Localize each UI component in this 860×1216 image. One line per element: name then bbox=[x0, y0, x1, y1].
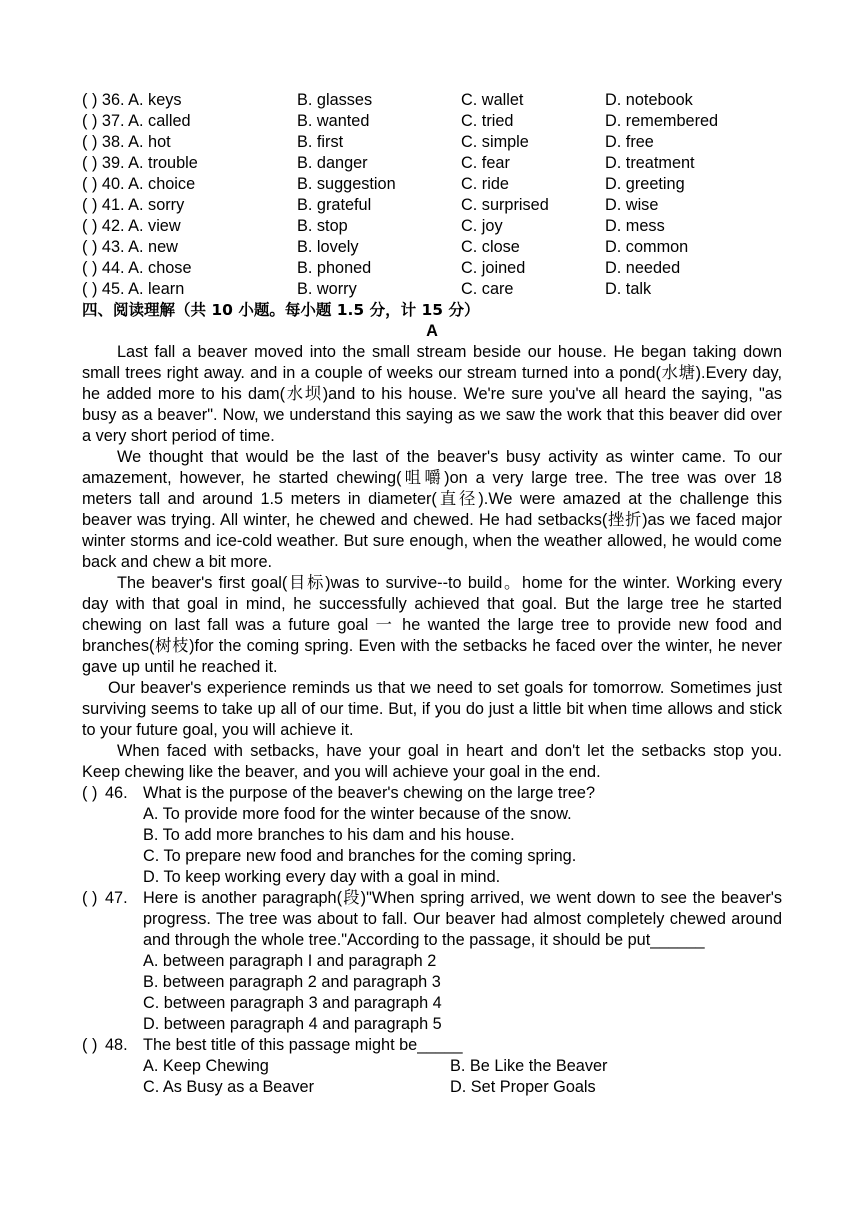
question-number-option-a: ( ) 41. A. sorry bbox=[82, 196, 185, 214]
option-c: C. To prepare new food and branches for the coming spring. bbox=[143, 847, 577, 865]
option-c: C. joy bbox=[461, 217, 503, 235]
option-d: D. To keep working every day with a goal in mind. bbox=[143, 868, 501, 886]
question-46 bbox=[82, 783, 782, 888]
question-number-option-a: ( ) 36. A. keys bbox=[82, 91, 182, 109]
question-number: 48. bbox=[105, 1036, 128, 1054]
question-stem: The best title of this passage might be_____ bbox=[143, 1036, 463, 1054]
paragraph-5: When faced with setbacks, have your goal in heart and don't let the setbacks stop you. Keep chewing like the beaver, and you will achieve your goal in the end. bbox=[82, 742, 782, 781]
option-b: B. wanted bbox=[297, 112, 370, 130]
option-d: D. remembered bbox=[605, 112, 719, 130]
option-c: C. joined bbox=[461, 259, 526, 277]
question-number: 46. bbox=[105, 784, 128, 802]
cloze-options bbox=[82, 90, 782, 300]
option-d: D. needed bbox=[605, 259, 681, 277]
question-number-option-a: ( ) 43. A. new bbox=[82, 238, 178, 256]
cloze-row bbox=[82, 132, 782, 153]
paragraph-1: Last fall a beaver moved into the small stream beside our house. He began taking down small trees right away. and in a couple of weeks our stream turned into a pond(水塘).Every day, he added more to his dam(水坝)and to his house. We're sure you've all heard the saying, "as busy as a beaver". Now, we understand this saying as we saw the work that this beaver did over a very short period of time. bbox=[82, 343, 782, 445]
cloze-row bbox=[82, 195, 782, 216]
cloze-row bbox=[82, 216, 782, 237]
option-b: B. worry bbox=[297, 280, 357, 298]
option-c: C. surprised bbox=[461, 196, 549, 214]
option-d: D. mess bbox=[605, 217, 665, 235]
option-b: B. grateful bbox=[297, 196, 372, 214]
option-b: B. Be Like the Beaver bbox=[450, 1057, 608, 1075]
question-number-option-a: ( ) 42. A. view bbox=[82, 217, 181, 235]
question-number-option-a: ( ) 38. A. hot bbox=[82, 133, 171, 151]
option-b: B. glasses bbox=[297, 91, 373, 109]
question-stem: What is the purpose of the beaver's chewing on the large tree? bbox=[143, 784, 596, 802]
section-heading: 四、阅读理解（共 10 小题。每小题 1.5 分，计 15 分） bbox=[82, 301, 480, 319]
option-c: C. care bbox=[461, 280, 514, 298]
paragraph-2: We thought that would be the last of the beaver's busy activity as winter came. To our amazement, however, he started chewing(咀嚼)on a very large tree. The tree was over 18 meters tall and around 1.5 meters in diameter(直径).We were amazed at the challenge this beaver was trying. All winter, he chewed and chewed. He had setbacks(挫折)as we faced major winter storms and ice-cold weather. But sure enough, when the weather allowed, he would come back and chew a bit more. bbox=[82, 448, 782, 571]
option-b: B. To add more branches to his dam and his house. bbox=[143, 826, 515, 844]
option-d: D. treatment bbox=[605, 154, 695, 172]
option-a: A. Keep Chewing bbox=[143, 1057, 269, 1075]
cloze-row bbox=[82, 174, 782, 195]
passage-label: A bbox=[426, 322, 438, 340]
option-b: B. phoned bbox=[297, 259, 372, 277]
option-d: D. wise bbox=[605, 196, 659, 214]
option-d: D. notebook bbox=[605, 91, 693, 109]
paragraph-3: The beaver's first goal(目标)was to survive--to build。home for the winter. Working every day with that goal in mind, he successfully achieved that goal. But the large tree he started chewing on last fall was a future goal 一 he wanted the large tree to provide new food and branches(树枝)for the coming spring. Even with the setbacks he faced over the winter, he never gave up until he reached it. bbox=[82, 574, 782, 676]
options-row-2 bbox=[143, 1077, 782, 1098]
option-c: C. simple bbox=[461, 133, 529, 151]
answer-blank[interactable]: ( ) bbox=[82, 889, 98, 907]
paragraph-4: Our beaver's experience reminds us that we need to set goals for tomorrow. Sometimes just surviving seems to take up all of our time. But, if you do just a little bit when time allows and stick to your future goal, you will achieve it. bbox=[82, 679, 782, 739]
cloze-row bbox=[82, 258, 782, 279]
option-b: B. between paragraph 2 and paragraph 3 bbox=[143, 973, 441, 991]
option-c: C. between paragraph 3 and paragraph 4 bbox=[143, 994, 442, 1012]
option-c: C. close bbox=[461, 238, 520, 256]
question-number-option-a: ( ) 37. A. called bbox=[82, 112, 191, 130]
question-47 bbox=[82, 888, 782, 1035]
option-a: A. between paragraph I and paragraph 2 bbox=[143, 952, 437, 970]
option-d: D. greeting bbox=[605, 175, 685, 193]
option-d: D. free bbox=[605, 133, 654, 151]
option-d: D. common bbox=[605, 238, 689, 256]
cloze-row bbox=[82, 111, 782, 132]
question-stem: Here is another paragraph(段)"When spring arrived, we went down to see the beaver's progress. The tree was about to fall. Our beaver had almost completely chewed around and through the whole tree."According to the passage, it should be put______ bbox=[143, 889, 782, 949]
question-48 bbox=[82, 1035, 782, 1098]
option-c: C. ride bbox=[461, 175, 509, 193]
answer-blank[interactable]: ( ) bbox=[82, 1036, 98, 1054]
option-d: D. talk bbox=[605, 280, 652, 298]
options-row-1 bbox=[143, 1056, 782, 1077]
option-b: B. suggestion bbox=[297, 175, 396, 193]
option-b: B. danger bbox=[297, 154, 368, 172]
option-c: C. fear bbox=[461, 154, 510, 172]
cloze-row bbox=[82, 237, 782, 258]
option-b: B. lovely bbox=[297, 238, 359, 256]
cloze-row bbox=[82, 279, 782, 300]
cloze-row bbox=[82, 153, 782, 174]
question-number-option-a: ( ) 39. A. trouble bbox=[82, 154, 198, 172]
answer-blank[interactable]: ( ) bbox=[82, 784, 98, 802]
option-b: B. stop bbox=[297, 217, 348, 235]
option-d: D. between paragraph 4 and paragraph 5 bbox=[143, 1015, 442, 1033]
cloze-row bbox=[82, 90, 782, 111]
option-b: B. first bbox=[297, 133, 344, 151]
option-a: A. To provide more food for the winter because of the snow. bbox=[143, 805, 572, 823]
question-number-option-a: ( ) 40. A. choice bbox=[82, 175, 196, 193]
option-c: C. wallet bbox=[461, 91, 524, 109]
question-number-option-a: ( ) 45. A. learn bbox=[82, 280, 185, 298]
option-c: C. As Busy as a Beaver bbox=[143, 1078, 315, 1096]
option-d: D. Set Proper Goals bbox=[450, 1078, 596, 1096]
exam-page bbox=[82, 90, 782, 1098]
option-c: C. tried bbox=[461, 112, 514, 130]
question-number: 47. bbox=[105, 889, 128, 907]
question-number-option-a: ( ) 44. A. chose bbox=[82, 259, 192, 277]
